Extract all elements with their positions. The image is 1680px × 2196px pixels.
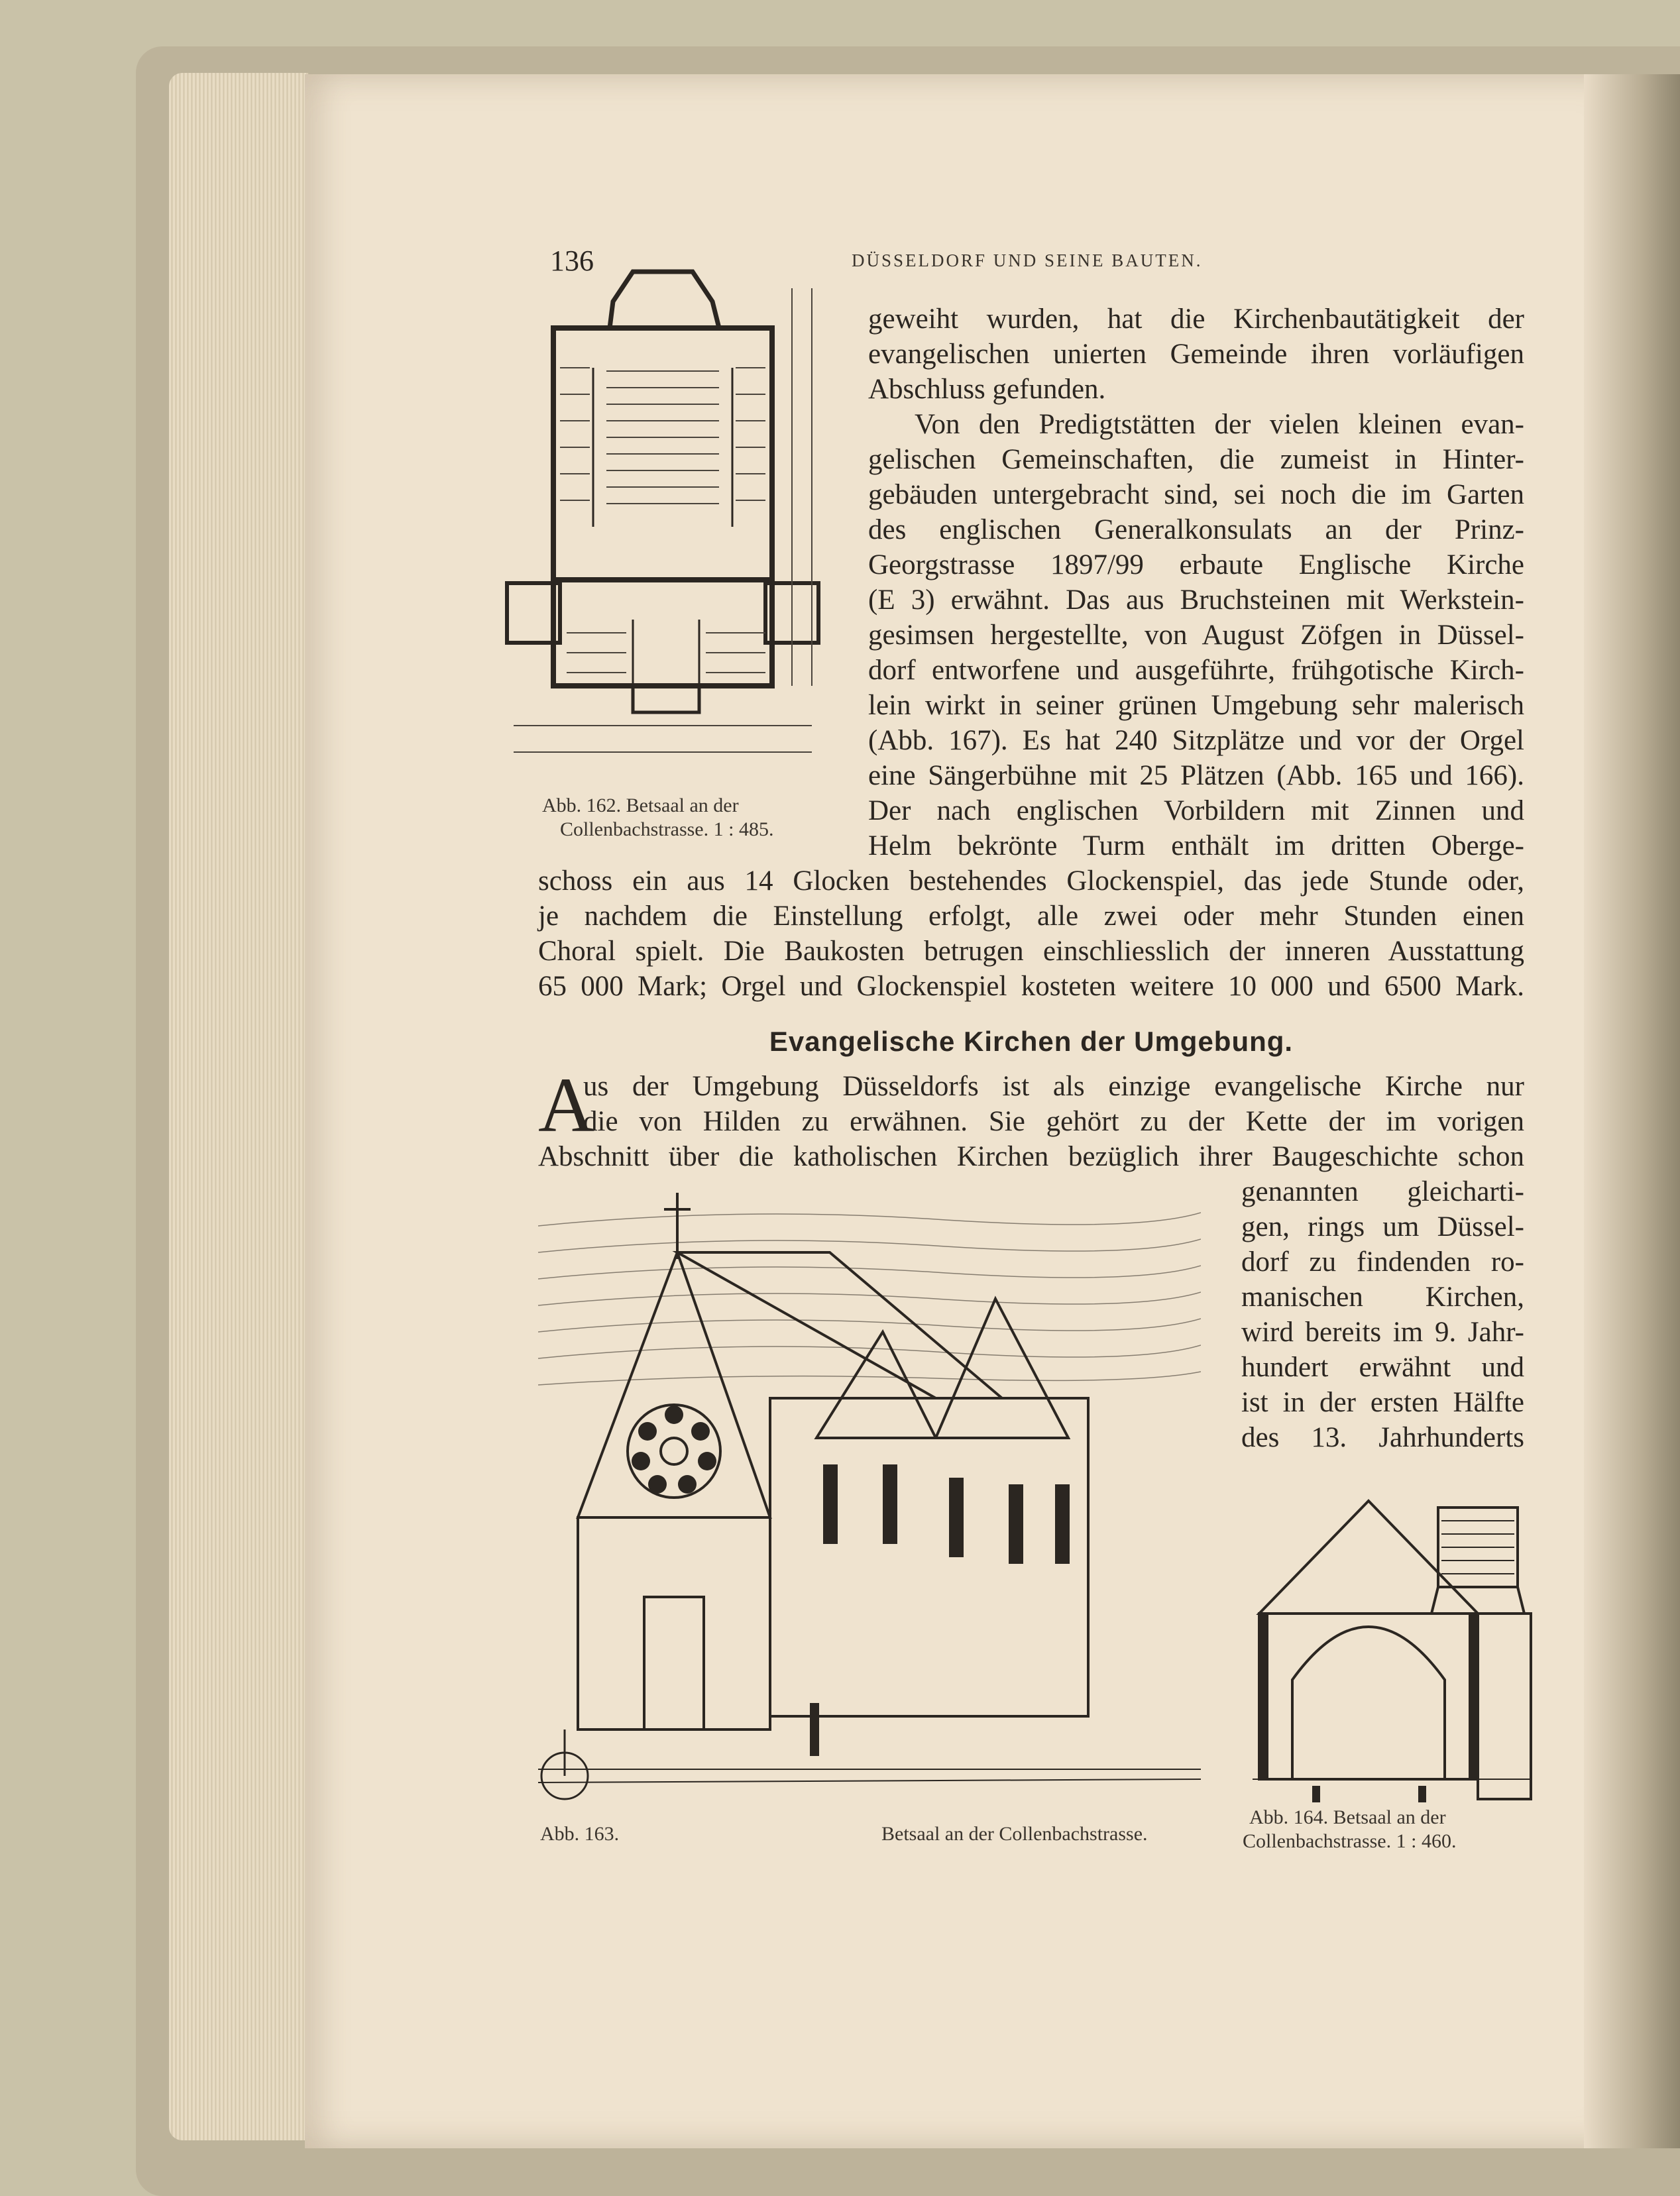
section-line-2: die von Hilden zu erwähnen. Sie gehört zu der Kette der im vorigen (583, 1106, 1524, 1137)
floor-plan-figure (500, 262, 832, 779)
section-drawing (1239, 1481, 1557, 1802)
section-line-full (538, 1139, 1524, 1174)
side-line-4: manischen Kirchen, (1241, 1282, 1524, 1313)
page-edges (169, 73, 308, 2140)
p2-line-4: des englischen Generalkonsulats an der Prinz- (868, 514, 1524, 545)
paragraph-2-continued (538, 863, 1524, 1004)
section-side-column (1241, 1174, 1524, 1455)
section-line-1: us der Umgebung Düsseldorfs ist als einzige evangelische Kirche nur (583, 1071, 1524, 1102)
p2-line-7: gesimsen hergestellte, von August Zöfgen in Düssel- (868, 620, 1524, 651)
p2-full-line-3: Choral spielt. Die Baukosten betrugen einschliesslich der inneren Ausstattung (538, 936, 1524, 967)
side-line-8: des 13. Jahrhunderts (1241, 1422, 1524, 1453)
p1-line-1: geweiht wurden, hat die Kirchenbautätigkeit der (868, 303, 1524, 335)
p2-line-5: Georgstrasse 1897/99 erbaute Englische Kirche (868, 549, 1524, 580)
p2-line-12: Der nach englischen Vorbildern mit Zinnen und (868, 795, 1524, 826)
p1-line-2: evangelischen unierten Gemeinde ihren vorläufigen (868, 339, 1524, 370)
running-title: DÜSSELDORF UND SEINE BAUTEN. (852, 250, 1203, 270)
fig164-caption-line2: Collenbachstrasse. 1 : 460. (1243, 1830, 1457, 1852)
church-illustration (538, 1186, 1201, 1806)
fig162-caption-line2: Collenbachstrasse. 1 : 485. (560, 818, 774, 840)
side-line-5: wird bereits im 9. Jahr- (1241, 1317, 1524, 1348)
side-line-3: dorf zu findenden ro- (1241, 1246, 1524, 1278)
page-number: 136 (550, 245, 594, 277)
p2-line-3: gebäuden untergebracht sind, sei noch die im Garten (868, 479, 1524, 510)
paragraph-1 (868, 302, 1524, 407)
p2-line-10: (Abb. 167). Es hat 240 Sitzplätze und vor der Orgel (868, 725, 1524, 756)
side-line-6: hundert erwähnt und (1241, 1352, 1524, 1383)
p2-line-1: Von den Predigtstätten der vielen kleinen evan- (915, 409, 1524, 440)
side-line-1: genannten gleicharti- (1241, 1176, 1524, 1207)
p2-line-2: gelischen Gemeinschaften, die zumeist in Hinter- (868, 444, 1524, 475)
section-line-3: Abschnitt über die katholischen Kirchen bezüglich ihrer Baugeschichte schon (538, 1141, 1524, 1172)
p2-line-8: dorf entworfene und ausgeführte, frühgotische Kirch- (868, 655, 1524, 686)
fig163-caption-left: Abb. 163. (540, 1823, 620, 1845)
section-heading: Evangelische Kirchen der Umgebung. (769, 1026, 1294, 1057)
paragraph-2 (868, 407, 1524, 863)
book-gutter (1584, 74, 1680, 2148)
side-line-7: ist in der ersten Hälfte (1241, 1387, 1524, 1418)
p2-line-13: Helm bekrönte Turm enthält im dritten Oberge- (868, 830, 1524, 861)
p2-line-6: (E 3) erwähnt. Das aus Bruchsteinen mit Werkstein- (868, 584, 1524, 616)
side-line-2: gen, rings um Düssel- (1241, 1211, 1524, 1242)
drop-cap: A (538, 1062, 595, 1148)
fig164-caption-line1: Abb. 164. Betsaal an der (1249, 1806, 1446, 1828)
p1-line-3: Abschluss gefunden. (868, 374, 1106, 405)
p2-full-line-1: schoss ein aus 14 Glocken bestehendes Glockenspiel, das jede Stunde oder, (538, 865, 1524, 897)
section-lines-indented (583, 1069, 1524, 1139)
p2-full-line-4: 65 000 Mark; Orgel und Glockenspiel kosteten weitere 10 000 und 6500 Mark. (538, 971, 1524, 1002)
p2-line-11: eine Sängerbühne mit 25 Plätzen (Abb. 165 und 166). (868, 760, 1524, 791)
fig162-caption-line1: Abb. 162. Betsaal an der (542, 795, 739, 816)
p2-line-9: lein wirkt in seiner grünen Umgebung sehr malerisch (868, 690, 1524, 721)
fig163-caption-right: Betsaal an der Collenbachstrasse. (881, 1823, 1148, 1845)
p2-full-line-2: je nachdem die Einstellung erfolgt, alle zwei oder mehr Stunden einen (538, 901, 1524, 932)
